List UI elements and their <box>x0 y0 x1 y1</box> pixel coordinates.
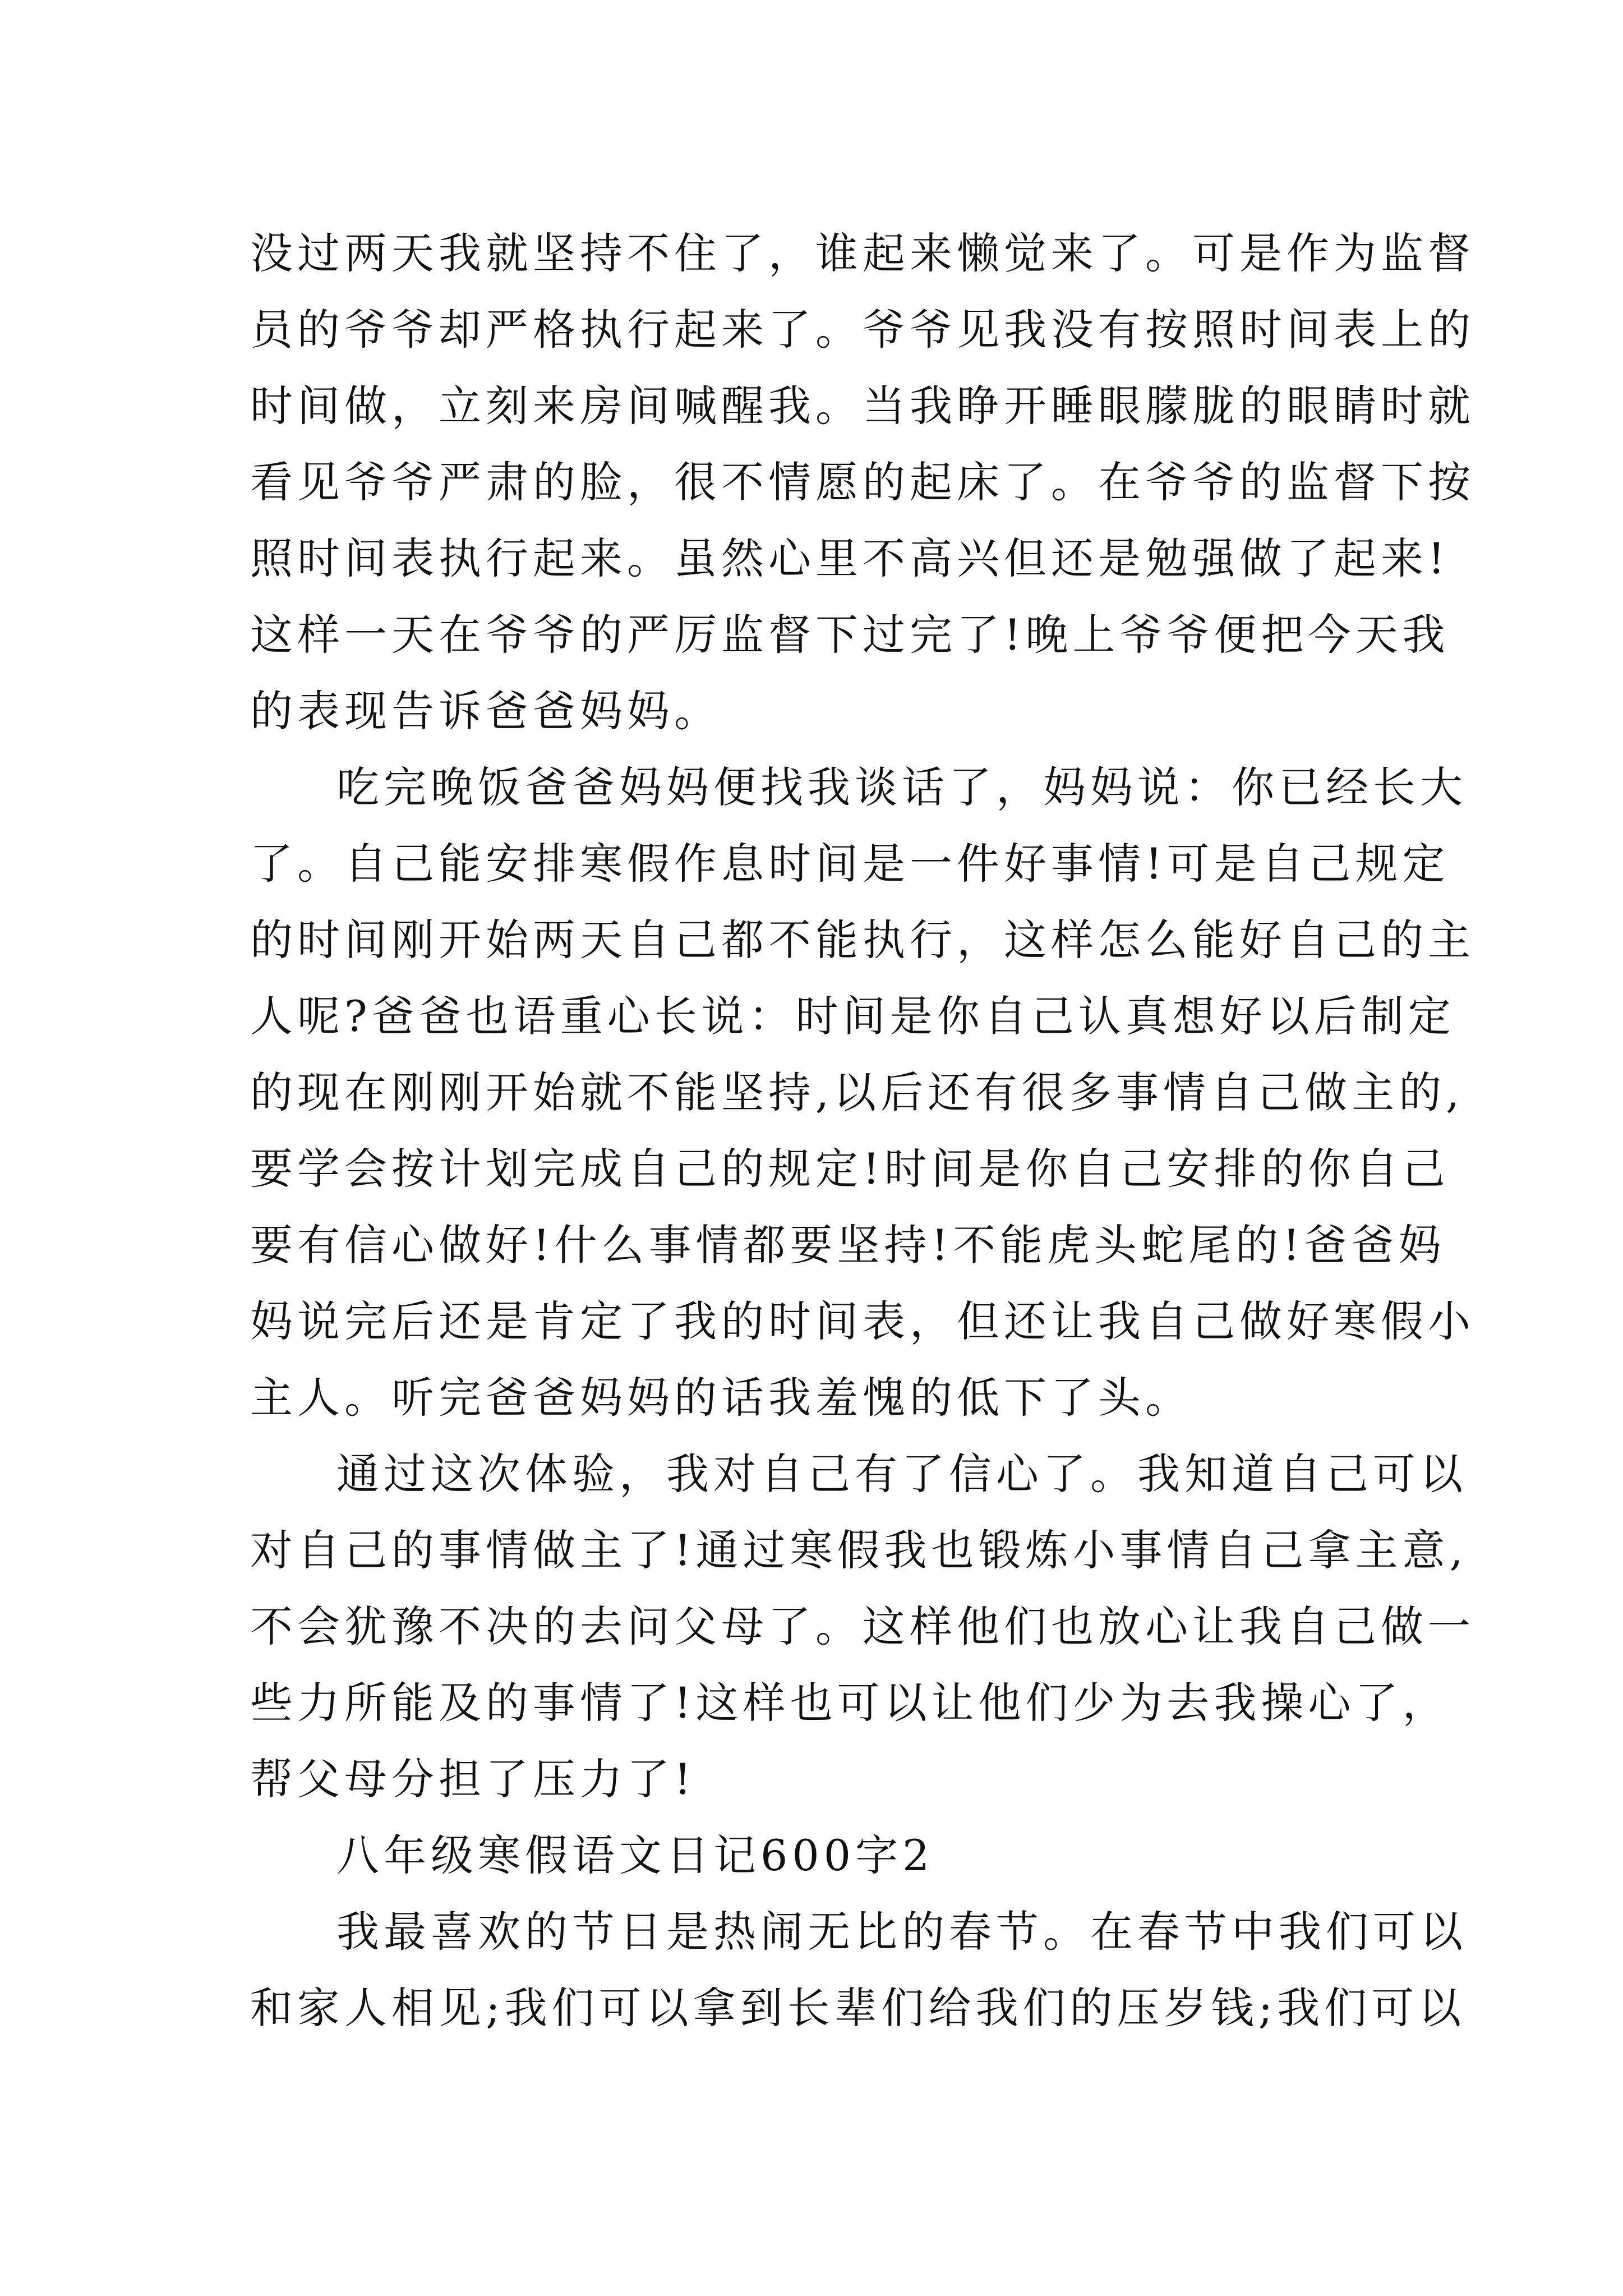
text-line: 对自己的事情做主了!通过寒假我也锻炼小事情自己拿主意, <box>250 1525 1468 1575</box>
text-line: 照时间表执行起来。虽然心里不高兴但还是勉强做了起来! <box>250 533 1450 583</box>
text-line: 没过两天我就坚持不住了，谁起来懒觉来了。可是作为监督 <box>250 228 1475 278</box>
text-line: 时间做，立刻来房间喊醒我。当我睁开睡眼朦胧的眼睛时就 <box>250 381 1475 431</box>
text-line: 看见爷爷严肃的脸，很不情愿的起床了。在爷爷的监督下按 <box>250 457 1475 507</box>
text-line: 妈说完后还是肯定了我的时间表，但还让我自己做好寒假小 <box>250 1296 1475 1346</box>
paragraph-first-line: 通过这次体验，我对自己有了信心了。我知道自己可以 <box>336 1449 1467 1499</box>
text-line: 不会犹豫不决的去问父母了。这样他们也放心让我自己做一 <box>250 1602 1475 1651</box>
text-line: 主人。听完爸爸妈妈的话我羞愧的低下了头。 <box>250 1373 1192 1423</box>
paragraph-first-line: 我最喜欢的节日是热闹无比的春节。在春节中我们可以 <box>336 1907 1467 1957</box>
section-heading: 八年级寒假语文日记600字2 <box>336 1830 934 1880</box>
text-line: 这样一天在爷爷的严厉监督下过完了!晚上爷爷便把今天我 <box>250 610 1450 660</box>
text-line: 的现在刚刚开始就不能坚持,以后还有很多事情自己做主的, <box>250 1068 1464 1117</box>
text-line: 和家人相见;我们可以拿到长辈们给我们的压岁钱;我们可以 <box>250 1983 1466 2033</box>
text-line: 帮父母分担了压力了! <box>250 1754 696 1804</box>
text-line: 员的爷爷却严格执行起来了。爷爷见我没有按照时间表上的 <box>250 305 1475 355</box>
text-line: 的表现告诉爸爸妈妈。 <box>250 686 721 736</box>
text-line: 了。自己能安排寒假作息时间是一件好事情!可是自己规定 <box>250 839 1450 889</box>
text-line: 人呢?爸爸也语重心长说：时间是你自己认真想好以后制定 <box>250 991 1455 1041</box>
text-line: 要有信心做好!什么事情都要坚持!不能虎头蛇尾的!爸爸妈 <box>250 1220 1446 1270</box>
text-line: 些力所能及的事情了!这样也可以让他们少为去我操心了， <box>250 1678 1450 1728</box>
text-line: 的时间刚开始两天自己都不能执行，这样怎么能好自己的主 <box>250 915 1475 965</box>
text-line: 要学会按计划完成自己的规定!时间是你自己安排的你自己 <box>250 1144 1450 1194</box>
paragraph-first-line: 吃完晚饭爸爸妈妈便找我谈话了，妈妈说：你已经长大 <box>336 762 1467 812</box>
